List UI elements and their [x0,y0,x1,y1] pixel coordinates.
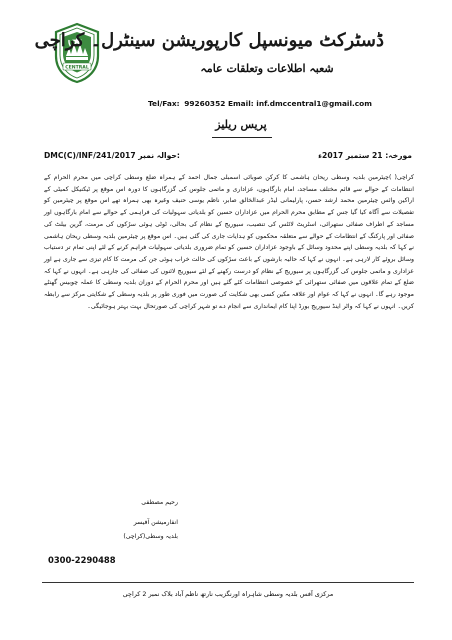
reference-row [44,151,412,165]
footer-address: مرکزی آفس بلدیہ وسطی شاہراہ اورنگزیب نارتھ ناظم آباد بلاک نمبر 2 کراچی [122,590,334,598]
reference-number: DMC(C)/INF/241/2017 [44,151,136,160]
contact-email: inf.dmccentral1@gmail.com [256,99,372,108]
contact-email-label: Email: [227,99,254,108]
signatory-phone: 0300-2290488 [48,555,116,565]
body-paragraph: کراچی( )چیئرمین بلدیہ وسطی ریحان ہاشمی کا کرکن صوبائی اسمبلی جمال احمد کے ہمراہ ضلع وسطی کراچی میں محرم الحرام کے انتظامات کے حوالے سے قائم مختلف مساجد، امام بارگاہوں، عزاداری و ماتمی جلوس کی گزرگاہوں کا دورہ اس موقع پر ٹیکنیکل کمیٹی کے اراکین وائس چیئرمین محمد ارشد حسن، پارلیمانی لیڈر عبدالخالق صابر، ناظم یوسی حنیف وغیرہ بھی ہمراہ تھے اس موقع پر چیئرمین کو تفصیلات سے آگاہ کیا گیا جس کے مطابق محرم الحرام میں عزاداران حسین کو بلدیاتی سہولیات کی فراہمی کے حوالے سے امام بارگاہوں اور مساجد کے اطراف صفائی ستھرائی، اسٹریٹ لائٹس کی تنصیب، سیوریج کے نظام کی بحالی، ٹوٹی ہوئی سڑکوں کی مرمت، گرین بیلٹ کی صفائی اور پارکنگ کے انتظامات کے حوالے سے متعلقہ محکموں کو ہدایات جاری کی گئی ہیں۔ اس موقع پر چیئرمین بلدیہ وسطی ریحان ہاشمی نے کہا کہ بلدیہ وسطی اپنے محدود وسائل کے باوجود عزاداران حسین کو تمام ضروری بلدیاتی سہولیات فراہم کرنے کے لئے اپنی تمام تر دستیاب وسائل بروئے کار لارہی ہے۔ انہوں نے کہا کہ حالیہ بارشوں کے باعث سڑکوں کی حالت خراب ہوئی جن کی مرمت کا کام تیزی سے جاری ہے اور عزاداری و ماتمی جلوس کی گزرگاہوں پر سیوریج کے نظام کو درست رکھنے کے لئے سیوریج لائنوں کی صفائی کی جارہی ہے۔ انہوں نے کہا کہ ضلع کے تمام علاقوں میں صفائی ستھرائی کے خصوصی انتظامات کئے گئے ہیں اور محرم الحرام کے دوران بلدیہ وسطی کا عملہ چوبیس گھنٹے موجود رہے گا۔ انہوں نے کہا کہ عوام اور علاقہ مکین کسی بھی شکایت کی صورت میں فوری طور پر بلدیہ وسطی کے شکایتی مرکز سے رابطہ کریں۔ انہوں نے کہا کہ واٹر اینڈ سیوریج بورڈ اپنا کام ایمانداری سے انجام دے تو شہر کراچی کی صورتحال بہت بہتر ہوجائیگی۔ [44,174,414,310]
contact-phone: 99260352 [184,99,226,108]
press-release-body [44,172,414,312]
signatory-office: بلدیہ وسطی(کراچی) [123,533,178,540]
department-title: شعبہ اطلاعات وتعلقات عامہ [200,62,334,75]
date-block [318,151,412,160]
footer-divider [42,582,414,583]
reference-number-block [44,151,180,160]
logo-text: CENTRAL [65,65,89,71]
date-value: 21 ستمبر 2017ء [318,151,383,160]
press-release-heading: پریس ریلیز [215,118,267,131]
contact-line [148,99,408,108]
reference-number-label: حوالہ نمبر: [138,151,180,160]
signatory-designation: انفارمیشن آفیسر [133,519,178,526]
date-label: مورخہ: [385,151,412,160]
heading-underline [212,137,272,138]
organization-title: ڈسٹرکٹ میونسپل کارپوریشن سینٹرل۔ کراچی [34,30,384,51]
contact-label: Tel/Fax: [148,99,180,108]
signatory-name: رحیم مصطفی [141,499,178,506]
